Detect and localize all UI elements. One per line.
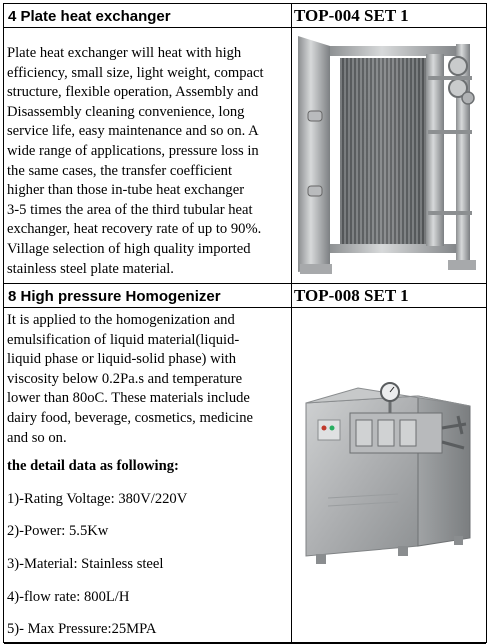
detail-heading: the detail data as following:	[7, 458, 179, 475]
desc-line: dairy food, beverage, cosmetics, medicine	[7, 409, 253, 426]
product-2-code: TOP-008 SET 1	[294, 286, 409, 305]
product-table	[3, 3, 487, 643]
detail-item: 1)-Rating Voltage: 380V/220V	[7, 490, 188, 507]
product-2-image-cell	[292, 308, 486, 644]
desc-line: It is applied to the homogenization and	[7, 312, 235, 328]
desc-line: Village selection of high quality imported	[7, 240, 251, 257]
desc-line: stainless steel plate material.	[7, 260, 174, 277]
detail-item: 3)-Material: Stainless steel	[7, 555, 164, 572]
product-2-title: 8 High pressure Homogenizer	[8, 288, 221, 305]
desc-line: efficiency, small size, light weight, compact	[7, 64, 264, 81]
desc-line: Disassembly cleaning convenience, long	[7, 103, 245, 120]
desc-line: lower than 80oC. These materials include	[7, 390, 250, 407]
product-2-code-cell	[292, 284, 486, 308]
product-1-title: 4 Plate heat exchanger	[8, 8, 171, 25]
desc-line: exchanger, heat recovery rate of up to 90%.	[7, 221, 262, 238]
desc-line: wide range of applications, pressure loss in	[7, 142, 259, 159]
desc-line: and so on.	[7, 429, 67, 446]
detail-item: 5)- Max Pressure:25MPA	[7, 621, 157, 638]
homogenizer-photo	[298, 378, 478, 568]
product-1-image-cell	[292, 28, 486, 284]
desc-line: emulsification of liquid material(liquid-	[7, 331, 240, 348]
plate-heat-exchanger-photo	[298, 36, 478, 281]
desc-line: viscosity below 0.2Pa.s and temperature	[7, 370, 243, 387]
detail-item: 4)-flow rate: 800L/H	[7, 588, 130, 605]
desc-line: higher than those in-tube heat exchanger	[7, 182, 245, 199]
desc-line: liquid phase or liquid-solid phase) with	[7, 351, 237, 368]
desc-line: structure, flexible operation, Assembly and	[7, 84, 259, 101]
product-1-code-cell	[292, 4, 486, 28]
desc-line: the same cases, the transfer coefficient	[7, 162, 233, 179]
desc-line: service life, easy maintenance and so on. A	[7, 123, 259, 140]
product-1-title-cell	[4, 4, 292, 28]
desc-line: Plate heat exchanger will heat with high	[7, 45, 242, 61]
product-2-title-cell	[4, 284, 292, 308]
product-1-description	[4, 28, 292, 284]
product-1-code: TOP-004 SET 1	[294, 6, 409, 25]
detail-item: 2)-Power: 5.5Kw	[7, 523, 109, 540]
product-2-description	[4, 308, 292, 644]
desc-line: 3-5 times the area of the third tubular heat	[7, 201, 253, 218]
